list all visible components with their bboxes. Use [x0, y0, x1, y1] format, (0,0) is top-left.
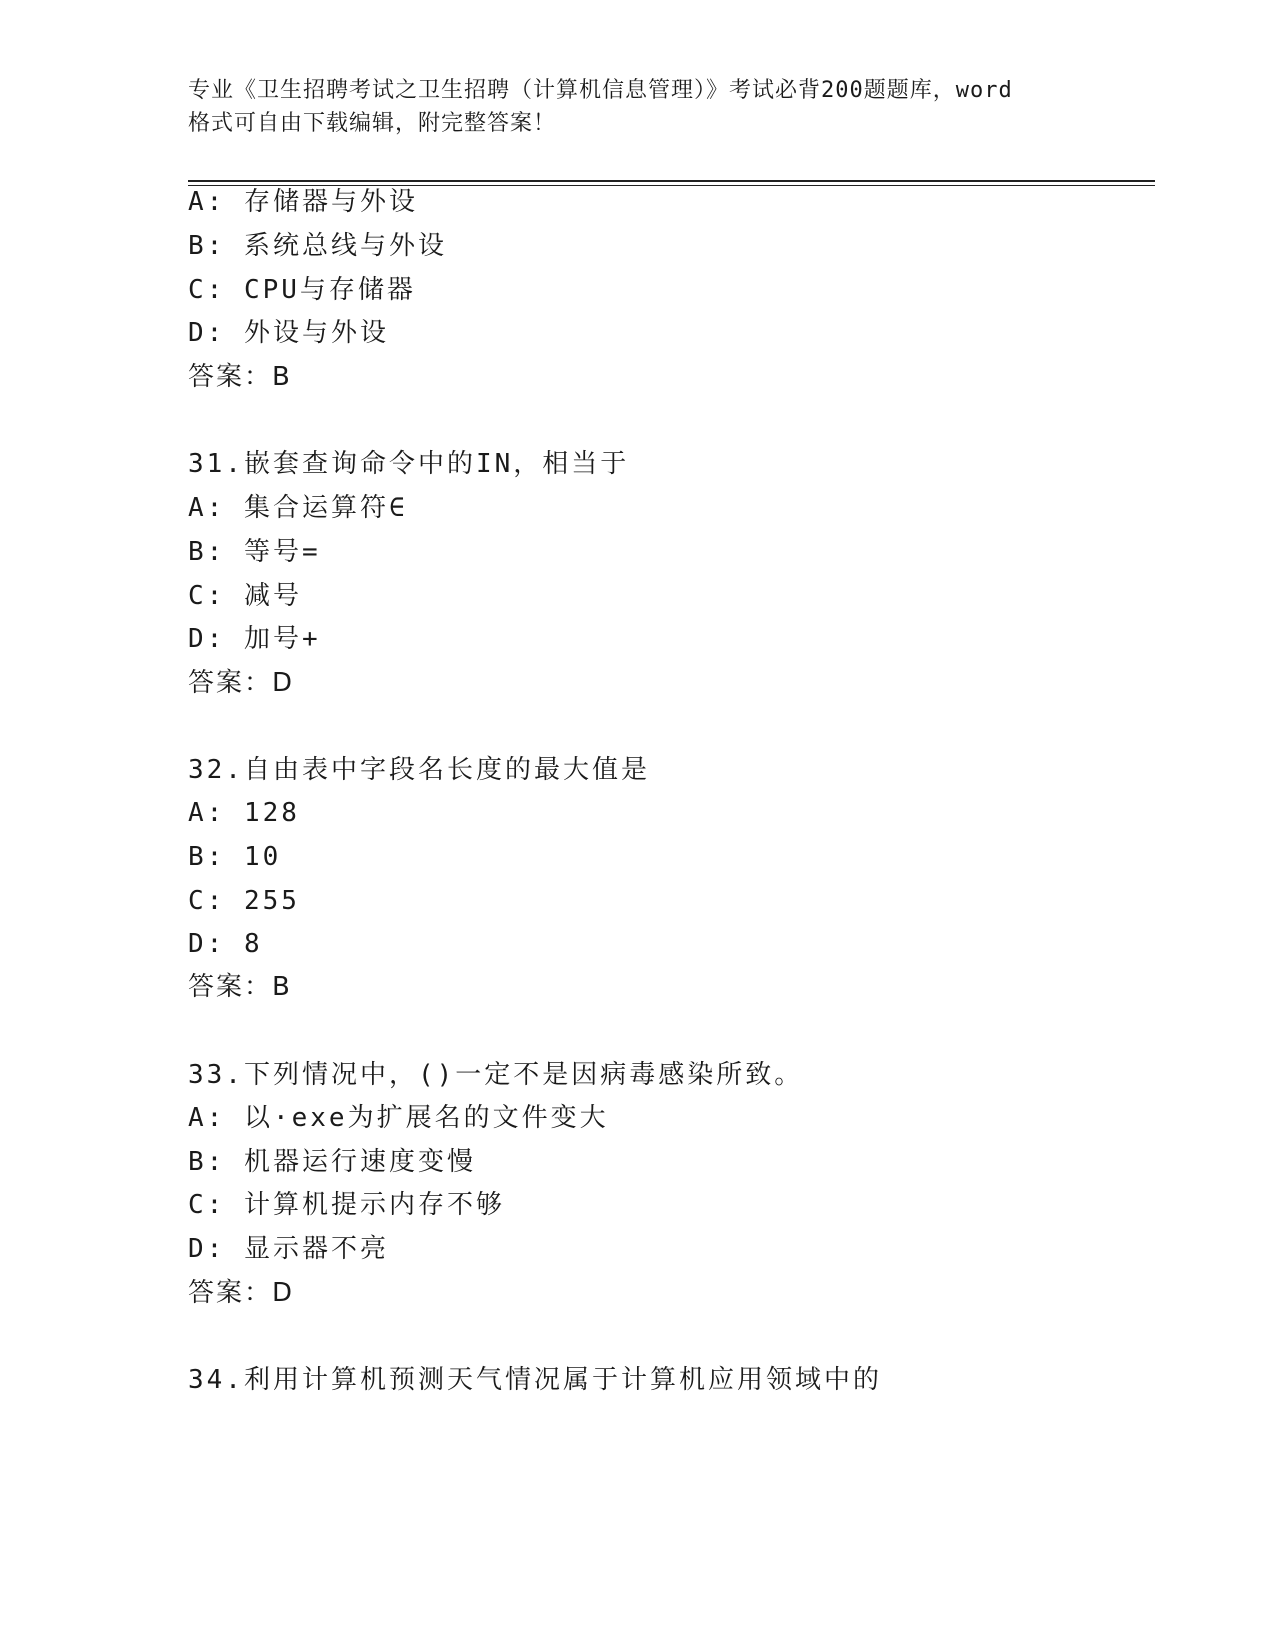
- q32-question: 32.自由表中字段名长度的最大值是: [188, 755, 650, 785]
- q30-option-b: B: 系统总线与外设: [188, 231, 447, 261]
- q31-answer: 答案：D: [188, 668, 295, 698]
- q33-option-b: B: 机器运行速度变慢: [188, 1147, 476, 1177]
- q32-answer: 答案：B: [188, 972, 292, 1002]
- q32-option-a: A: 128: [188, 798, 300, 828]
- q32-option-c: C: 255: [188, 886, 300, 916]
- q31-option-d: D: 加号+: [188, 624, 321, 654]
- q33-option-d: D: 显示器不亮: [188, 1234, 389, 1264]
- q31-option-b: B: 等号=: [188, 537, 321, 567]
- header-title-line-1: 专业《卫生招聘考试之卫生招聘（计算机信息管理）》考试必背200题题库，word: [188, 78, 1013, 103]
- q30-option-a: A: 存储器与外设: [188, 187, 418, 217]
- document-header: [188, 74, 1088, 140]
- header-title-line-2: 格式可自由下载编辑，附完整答案！: [188, 111, 557, 136]
- q32-option-d: D: 8: [188, 929, 263, 959]
- q30-option-d: D: 外设与外设: [188, 318, 389, 348]
- q33-answer: 答案：D: [188, 1278, 295, 1308]
- q34-question: 34.利用计算机预测天气情况属于计算机应用领域中的: [188, 1365, 882, 1395]
- q30-option-c: C: CPU与存储器: [188, 275, 416, 305]
- q33-option-c: C: 计算机提示内存不够: [188, 1190, 505, 1220]
- q31-question: 31.嵌套查询命令中的IN，相当于: [188, 449, 630, 479]
- q31-option-c: C: 减号: [188, 581, 302, 611]
- q33-option-a: A: 以·exe为扩展名的文件变大: [188, 1103, 609, 1133]
- q31-option-a: A: 集合运算符∈: [188, 493, 408, 523]
- q33-question: 33.下列情况中，()一定不是因病毒感染所致。: [188, 1060, 804, 1090]
- q32-option-b: B: 10: [188, 842, 282, 872]
- q30-answer: 答案：B: [188, 362, 292, 392]
